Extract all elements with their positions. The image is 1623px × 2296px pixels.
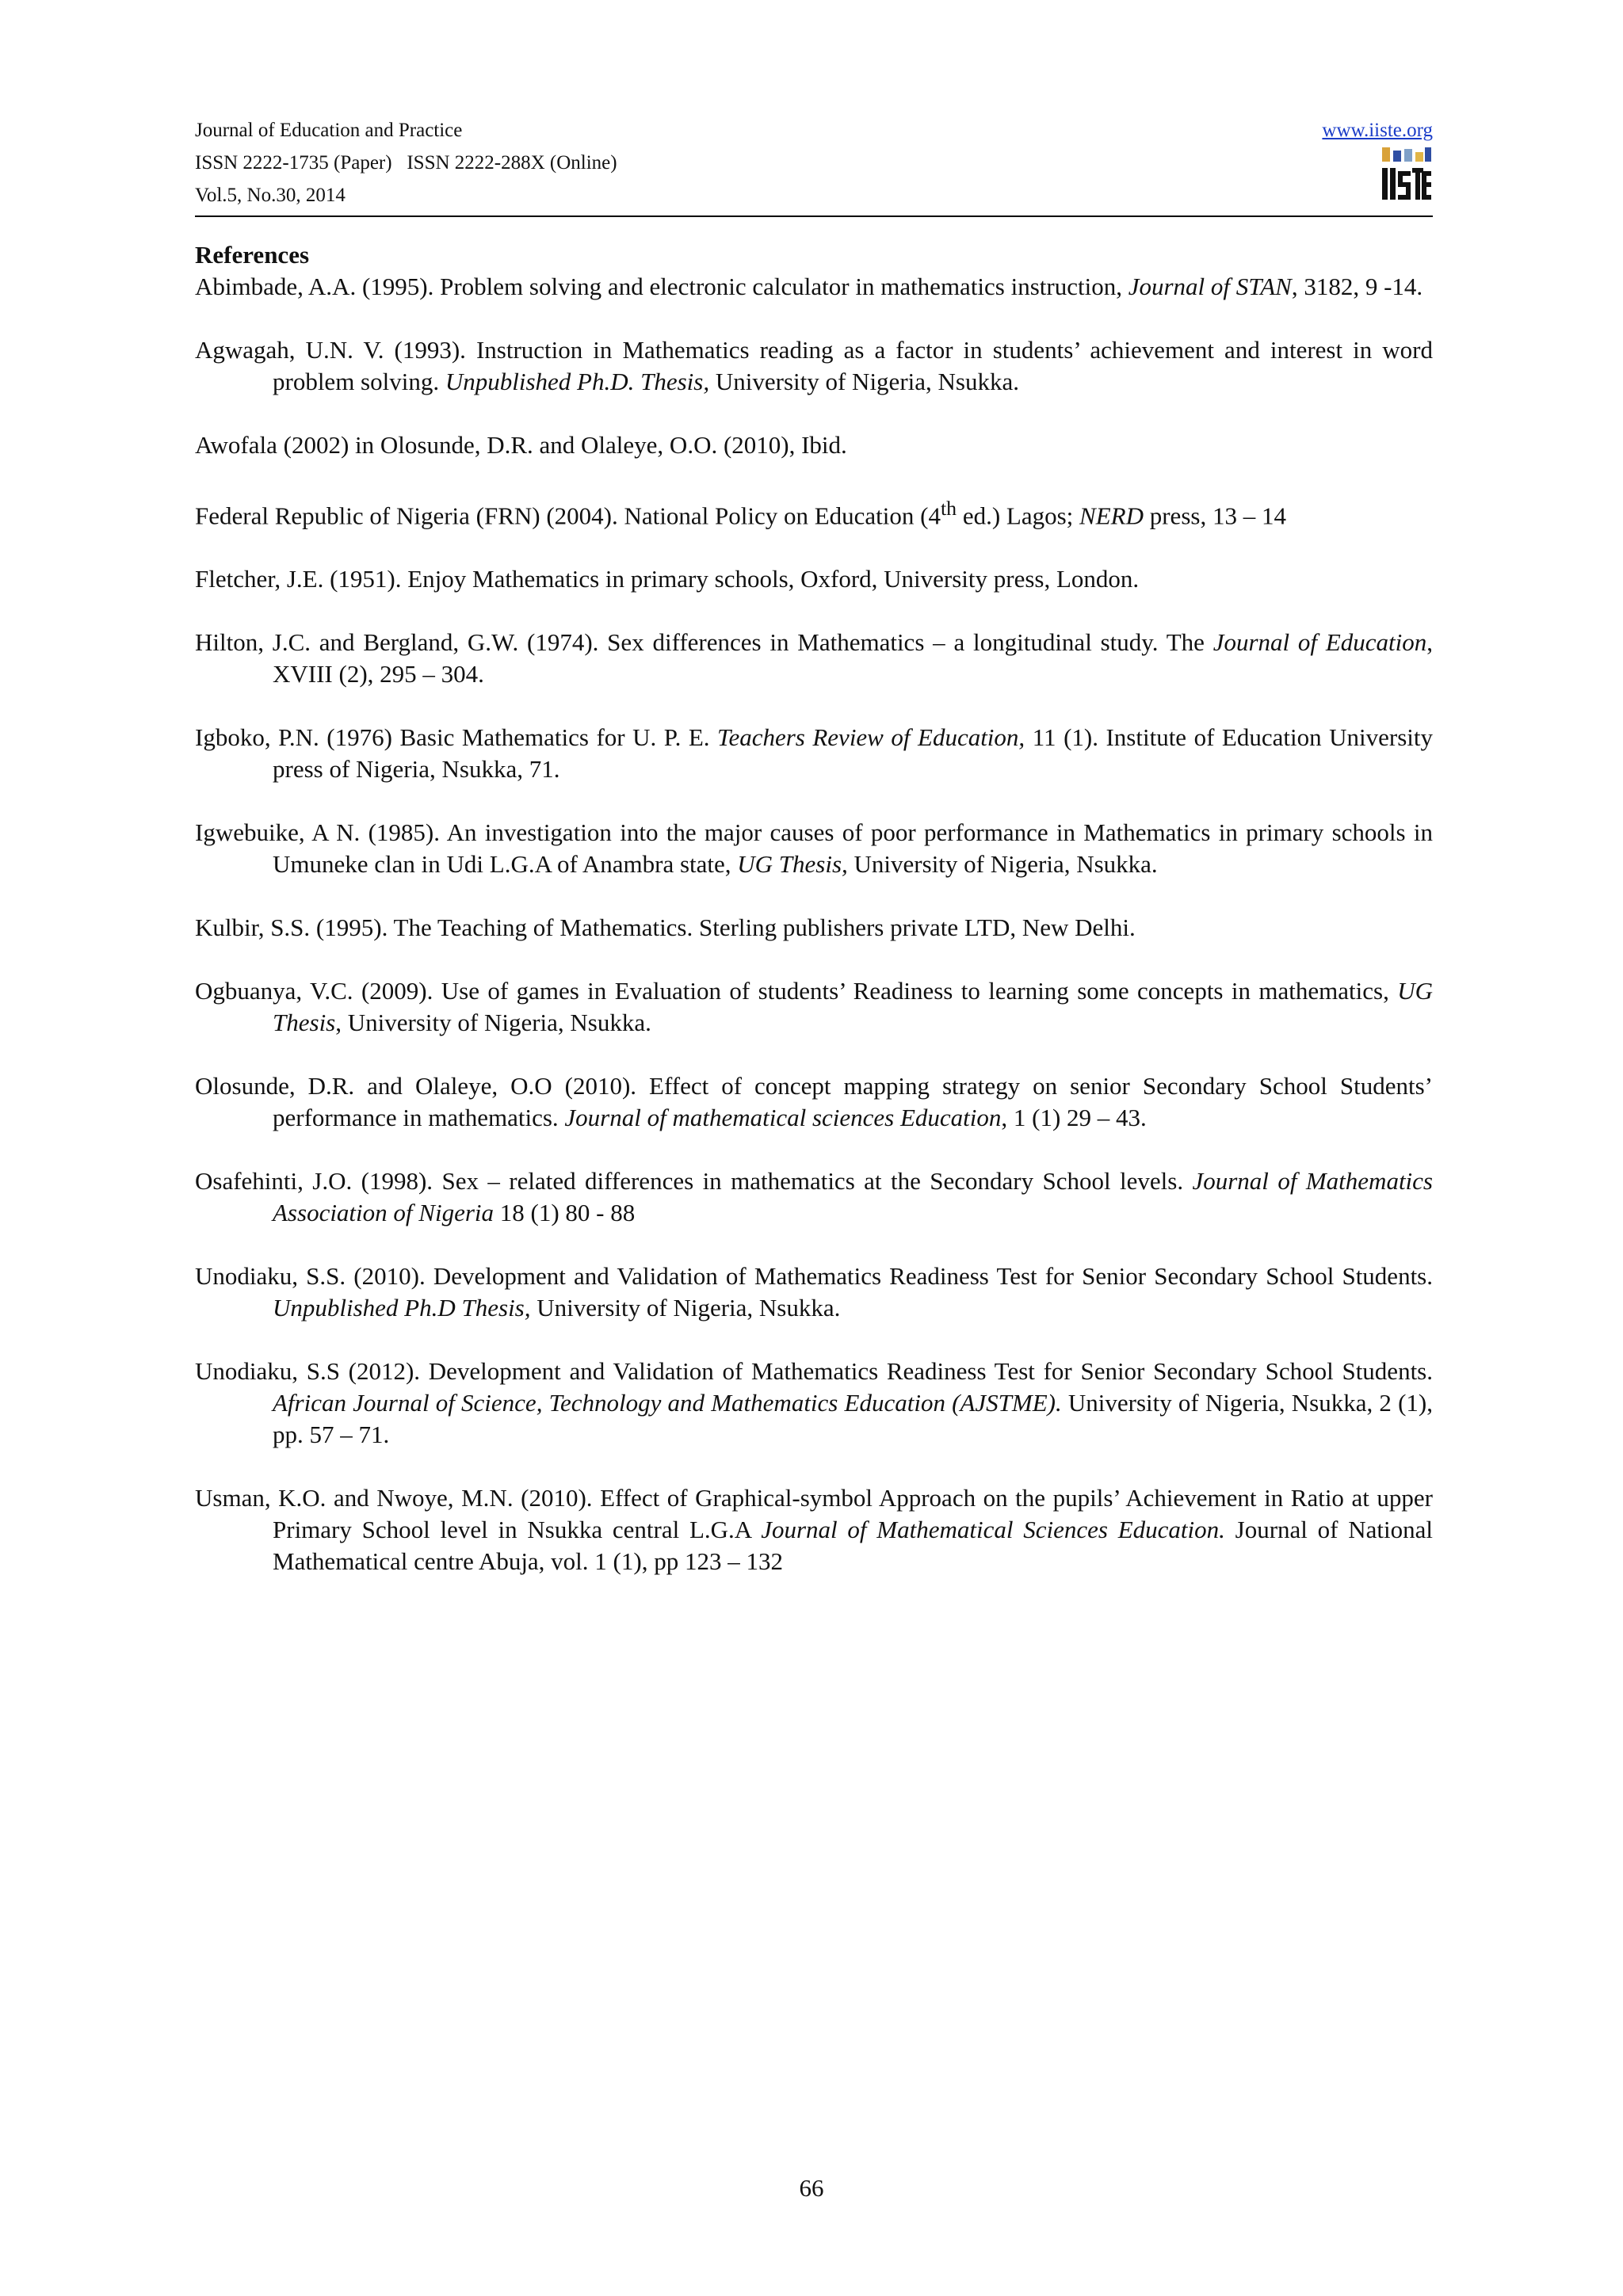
- reference-entry: [195, 975, 1433, 1039]
- journal-website-link[interactable]: www.iiste.org: [1322, 120, 1433, 141]
- reference-text: Olosunde, D.R. and Olaleye, O.O (2010). Effect of concept mapping strategy on senior Secondary School Students’ performance in mathematics.: [195, 1072, 1433, 1132]
- reference-entry: [195, 1070, 1433, 1134]
- reference-text: University of Nigeria, Nsukka.: [709, 368, 1019, 395]
- reference-text: 18 (1) 80 - 88: [494, 1199, 636, 1227]
- reference-text: Igwebuike, A N. (1985). An investigation into the major causes of poor performance in Mathematics in primary schools in Umuneke clan in Udi L.G.A of Anambra state,: [195, 818, 1433, 879]
- italic-title: UG Thesis,: [737, 850, 848, 879]
- reference-text: Abimbade, A.A. (1995). Problem solving and electronic calculator in mathematics instruction,: [195, 273, 1128, 300]
- reference-text: Ogbuanya, V.C. (2009). Use of games in Evaluation of students’ Readiness to learning some concepts in mathematics,: [195, 977, 1398, 1005]
- reference-entry: [195, 817, 1433, 880]
- reference-text: University of Nigeria, Nsukka, 2 (1), pp. 57 – 71.: [273, 1389, 1433, 1449]
- reference-text: Usman, K.O. and Nwoye, M.N. (2010). Effect of Graphical-symbol Approach on the pupils’ Achievement in Ratio at upper Primary School level in Nsukka central L.G.A: [195, 1484, 1433, 1544]
- reference-text: , XVIII (2), 295 – 304.: [273, 628, 1433, 688]
- reference-entry: [195, 271, 1433, 303]
- reference-entry: [195, 722, 1433, 785]
- italic-title: Unpublished Ph.D. Thesis,: [445, 368, 710, 395]
- italic-title: Journal of mathematical sciences Education: [564, 1104, 1002, 1132]
- reference-entry: [195, 563, 1433, 595]
- header-journal-info: [195, 114, 617, 212]
- reference-text: press, 13 – 14: [1143, 502, 1286, 530]
- italic-title: UG Thesis: [273, 977, 1433, 1037]
- references-section: [195, 239, 1433, 1609]
- header-divider: [195, 215, 1433, 217]
- italic-title: Journal of Education: [1212, 628, 1427, 657]
- references-heading: References: [195, 241, 310, 269]
- italic-title: African Journal of Science, Technology and Mathematics Education (AJSTME).: [273, 1389, 1062, 1417]
- reference-text: University of Nigeria, Nsukka.: [530, 1294, 841, 1322]
- reference-entry: [195, 1165, 1433, 1229]
- reference-text: , 3182, 9 -14.: [1291, 273, 1423, 300]
- reference-text: Federal Republic of Nigeria (FRN) (2004). National Policy on Education (4: [195, 502, 941, 530]
- journal-name: Journal of Education and Practice: [195, 120, 463, 141]
- issn-line: ISSN 2222-1735 (Paper) ISSN 2222-288X (Online): [195, 152, 617, 174]
- reference-text: Osafehinti, J.O. (1998). Sex – related differences in mathematics at the Secondary School levels.: [195, 1167, 1193, 1196]
- italic-title: Journal of Mathematics Association of Nigeria: [273, 1167, 1433, 1227]
- volume-line: Vol.5, No.30, 2014: [195, 185, 346, 206]
- reference-entry: [195, 912, 1433, 944]
- page-header: [195, 111, 1433, 215]
- reference-text: Unodiaku, S.S. (2010). Development and Validation of Mathematics Readiness Test for Senior Secondary School Students.: [195, 1262, 1433, 1291]
- reference-text: Fletcher, J.E. (1951). Enjoy Mathematics in primary schools, Oxford, University press, London.: [195, 565, 1140, 593]
- reference-list: [195, 271, 1433, 1577]
- reference-entry: [195, 429, 1433, 461]
- reference-text: Unodiaku, S.S (2012). Development and Validation of Mathematics Readiness Test for Senior Secondary School Students.: [195, 1357, 1433, 1386]
- italic-title: Journal of Mathematical Sciences Education.: [761, 1516, 1225, 1544]
- page-number: 66: [799, 2174, 824, 2202]
- reference-entry: [195, 1356, 1433, 1451]
- iiste-logo: [1381, 147, 1433, 203]
- italic-title: Journal of STAN: [1128, 273, 1292, 300]
- reference-entry: [195, 334, 1433, 398]
- ordinal-superscript: th: [940, 497, 957, 520]
- reference-text: Kulbir, S.S. (1995). The Teaching of Mathematics. Sterling publishers private LTD, New Delhi.: [195, 913, 1136, 942]
- reference-text: Igboko, P.N. (1976) Basic Mathematics for U. P. E.: [195, 723, 718, 752]
- italic-title: Unpublished Ph.D Thesis,: [273, 1294, 531, 1322]
- reference-entry: [195, 1261, 1433, 1324]
- reference-text: Awofala (2002) in Olosunde, D.R. and Olaleye, O.O. (2010), Ibid.: [195, 431, 847, 459]
- reference-text: , University of Nigeria, Nsukka.: [335, 1009, 651, 1037]
- reference-text: 11 (1). Institute of Education University press of Nigeria, Nsukka, 71.: [273, 723, 1433, 784]
- reference-text: University of Nigeria, Nsukka.: [847, 850, 1158, 879]
- reference-text: Hilton, J.C. and Bergland, G.W. (1974). Sex differences in Mathematics – a longitudinal study. The: [195, 628, 1213, 657]
- reference-text: Agwagah, U.N. V. (1993). Instruction in Mathematics reading as a factor in students’ achievement and interest in word problem solving.: [195, 336, 1433, 395]
- reference-entry: [195, 1482, 1433, 1577]
- italic-title: Teachers Review of Education,: [717, 723, 1025, 752]
- reference-entry: [195, 493, 1433, 532]
- reference-text: Journal of National Mathematical centre Abuja, vol. 1 (1), pp 123 – 132: [273, 1516, 1434, 1576]
- italic-title: NERD: [1079, 502, 1144, 530]
- reference-entry: [195, 627, 1433, 690]
- reference-text: ed.) Lagos;: [957, 502, 1080, 530]
- reference-text: , 1 (1) 29 – 43.: [1001, 1104, 1147, 1132]
